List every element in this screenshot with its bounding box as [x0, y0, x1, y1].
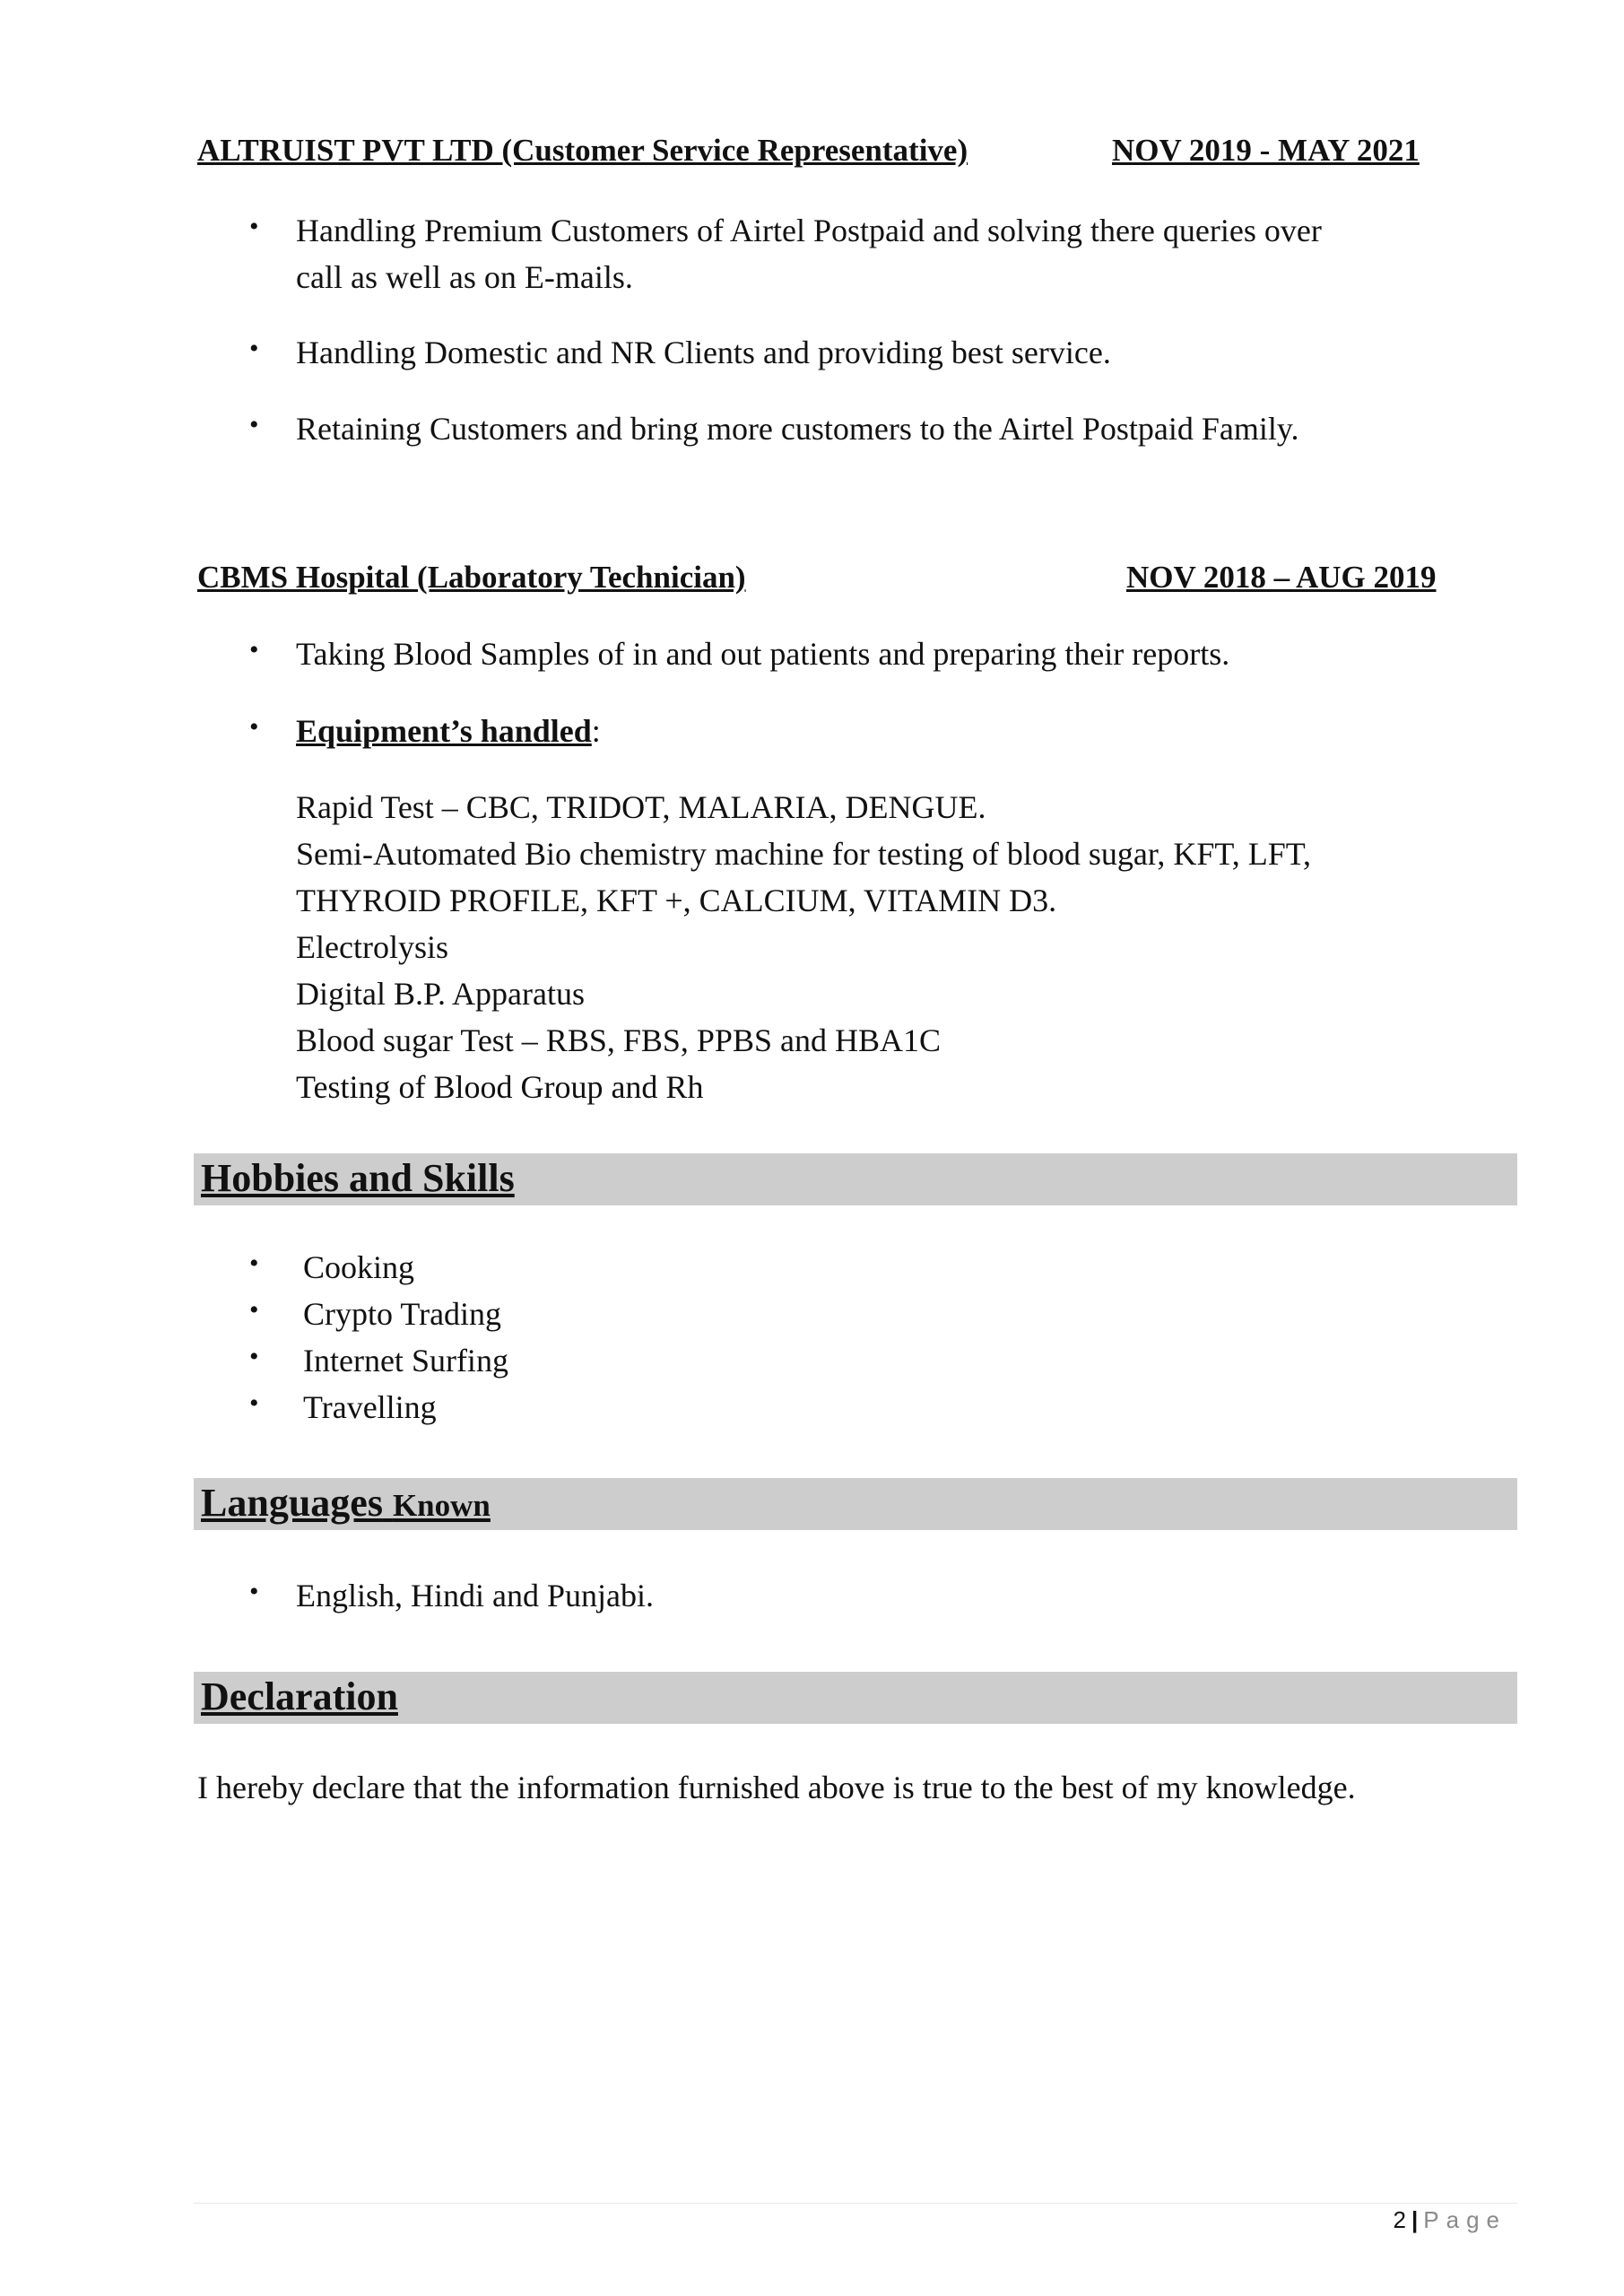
bullet-icon: •: [249, 635, 259, 665]
bullet-icon: •: [249, 1342, 259, 1371]
page-footer: [1394, 2206, 1507, 2234]
hobby-item: Crypto Trading: [303, 1296, 502, 1332]
footer-divider: [194, 2203, 1517, 2204]
equipment-line: Blood sugar Test – RBS, FBS, PPBS and HBA1C: [296, 1022, 941, 1058]
equipment-line: Rapid Test – CBC, TRIDOT, MALARIA, DENGUE.: [296, 789, 986, 825]
section-title: Hobbies and Skills: [201, 1156, 515, 1200]
bullet-text: Handling Premium Customers of Airtel Postpaid and solving there queries over: [296, 213, 1322, 248]
bullet-icon: •: [249, 1388, 259, 1418]
equipment-heading: [296, 712, 601, 750]
bullet-text: Taking Blood Samples of in and out patients and preparing their reports.: [296, 636, 1230, 672]
section-header-hobbies: [194, 1153, 1517, 1205]
section-title-main: Languages: [201, 1481, 383, 1525]
bullet-icon: •: [249, 1295, 259, 1325]
equipment-colon: :: [591, 713, 601, 749]
hobby-item: Internet Surfing: [303, 1343, 508, 1378]
equipment-line: Testing of Blood Group and Rh: [296, 1069, 704, 1105]
bullet-text: Retaining Customers and bring more customers to the Airtel Postpaid Family.: [296, 411, 1299, 447]
page-label: Page: [1423, 2206, 1507, 2233]
section-header-declaration: [194, 1672, 1517, 1724]
section-header-languages: [194, 1478, 1517, 1530]
bullet-text: Handling Domestic and NR Clients and providing best service.: [296, 335, 1111, 370]
bullet-icon: •: [249, 334, 259, 363]
page-number: 2: [1393, 2206, 1406, 2233]
section-title-suffix: Known: [392, 1488, 491, 1523]
section-title: Declaration: [201, 1674, 398, 1718]
bullet-text-continuation: call as well as on E-mails.: [296, 259, 633, 295]
bullet-icon: •: [249, 1248, 259, 1278]
language-item: English, Hindi and Punjabi.: [296, 1578, 654, 1613]
equipment-line: THYROID PROFILE, KFT +, CALCIUM, VITAMIN D3.: [296, 883, 1057, 918]
job-dates-altruist: NOV 2019 - MAY 2021: [1112, 133, 1420, 168]
hobby-item: Travelling: [303, 1389, 437, 1425]
bullet-icon: •: [249, 712, 259, 742]
bullet-icon: •: [249, 1577, 259, 1606]
section-title: [201, 1480, 491, 1526]
footer-separator: |: [1411, 2206, 1419, 2233]
declaration-text: I hereby declare that the information furnished above is true to the best of my knowledge.: [197, 1770, 1356, 1805]
bullet-icon: •: [249, 212, 259, 241]
equipment-line: Semi-Automated Bio chemistry machine for testing of blood sugar, KFT, LFT,: [296, 836, 1312, 872]
job-dates-cbms: NOV 2018 – AUG 2019: [1126, 560, 1437, 595]
bullet-icon: •: [249, 410, 259, 439]
job-title-altruist: ALTRUIST PVT LTD (Customer Service Representative): [197, 133, 968, 168]
job-title-cbms: CBMS Hospital (Laboratory Technician): [197, 560, 746, 595]
equipment-label: Equipment’s handled: [296, 713, 592, 749]
equipment-line: Electrolysis: [296, 929, 448, 965]
hobby-item: Cooking: [303, 1249, 415, 1285]
equipment-line: Digital B.P. Apparatus: [296, 976, 585, 1012]
